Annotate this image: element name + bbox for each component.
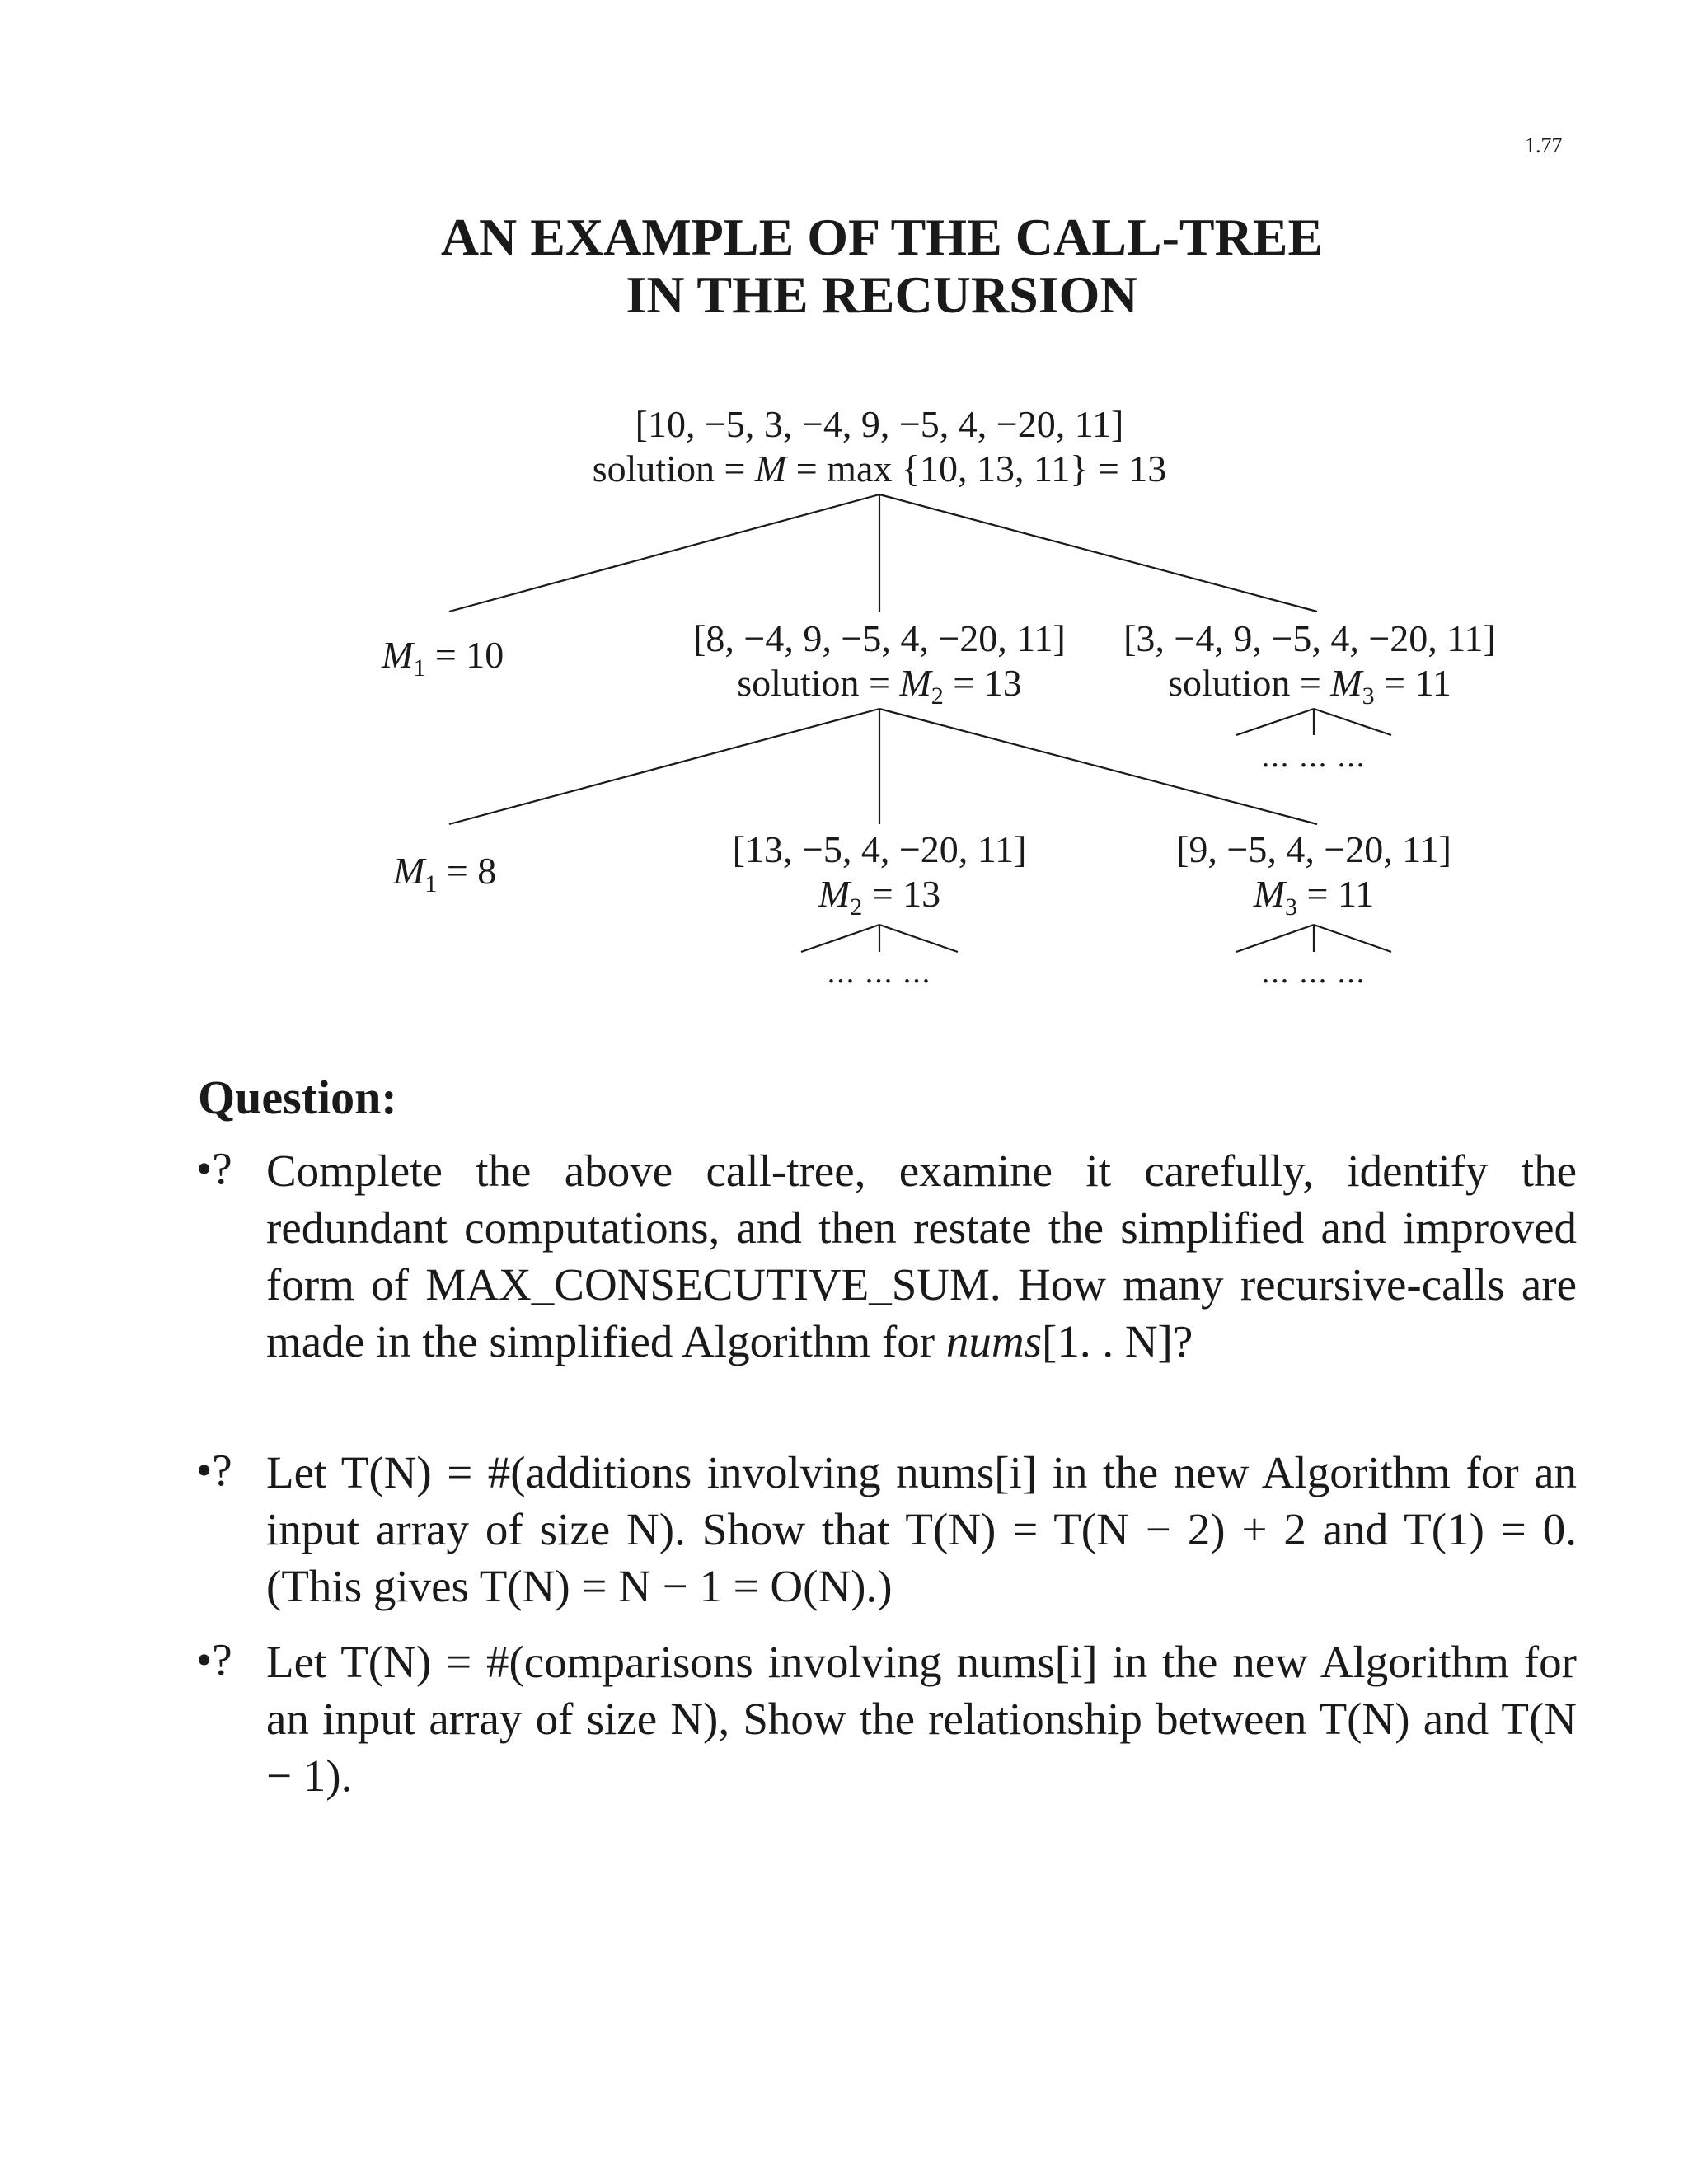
edge-l1right-c xyxy=(1314,709,1391,735)
page-number: 1.77 xyxy=(1525,134,1563,157)
question-bullet-3: •? xyxy=(196,1634,232,1685)
tree-root-node xyxy=(467,402,1292,491)
level2-right-solution: $M_3 = 11$ xyxy=(1253,873,1375,921)
edge-l2right-c xyxy=(1314,925,1391,952)
level2-right-node xyxy=(1108,827,1520,921)
level1-middle-node xyxy=(673,616,1085,710)
level1-right-node xyxy=(1104,616,1516,710)
root-solution: solution = M = max {10, 13, 11} = 13 xyxy=(592,448,1167,490)
question-item-3: Let T(N) = #(comparisons involving nums[i] in the new Algorithm for an input array of size N), Show the relationship between T(N) and T(N − 1). xyxy=(266,1637,1577,1801)
root-array: [10, −5, 3, −4, 9, −5, 4, −20, 11] xyxy=(635,403,1124,445)
level2-middle-node xyxy=(673,827,1085,921)
level1-right-children-ellipsis: ... ... ... xyxy=(1261,739,1367,774)
level2-middle-array: [13, −5, 4, −20, 11] xyxy=(732,828,1027,870)
edge-root-right xyxy=(879,494,1317,612)
edge-root-left xyxy=(449,494,879,612)
edge-l2mid-c xyxy=(879,925,958,952)
edge-mid-left xyxy=(449,709,879,824)
question-heading: Question: xyxy=(198,1071,397,1124)
level2-middle-solution: $M_2 = 13$ xyxy=(818,873,941,921)
level2-middle-children-ellipsis: ... ... ... xyxy=(827,955,932,990)
question-bullet-1: •? xyxy=(196,1143,232,1193)
question-item-1: Complete the above call-tree, examine it carefully, identify the redundant computations, and then restate the simplified and improved form of MAX_CONSECUTIVE_SUM. How many recursive-calls are made in the simplified Algorithm for nums[1. . N]? xyxy=(266,1146,1577,1366)
edge-l2right-a xyxy=(1236,925,1314,952)
level1-right-solution: solution = $M_3 = 11$ xyxy=(1168,662,1451,710)
level2-right-array: [9, −5, 4, −20, 11] xyxy=(1176,828,1451,870)
page-title-line-1: AN EXAMPLE OF THE CALL-TREE xyxy=(440,208,1324,266)
level1-middle-array: [8, −4, 9, −5, 4, −20, 11] xyxy=(693,617,1066,659)
level2-right-children-ellipsis: ... ... ... xyxy=(1261,955,1367,990)
question-bullet-2: •? xyxy=(196,1445,232,1495)
level2-left-label: $M_1 = 8$ xyxy=(393,850,497,898)
level1-middle-solution: solution = $M_2 = 13$ xyxy=(737,662,1022,710)
level1-left-label: $M_1 = 10$ xyxy=(382,634,504,682)
page-title-line-2: IN THE RECURSION xyxy=(626,265,1138,324)
question-item-2: Let T(N) = #(additions involving nums[i] in the new Algorithm for an input array of size N). Show that T(N) = T(N − 2) + 2 and T(1) = 0. (This gives T(N) = N − 1 = O(N).) xyxy=(266,1447,1577,1611)
edge-l2mid-a xyxy=(801,925,879,952)
level1-right-array: [3, −4, 9, −5, 4, −20, 11] xyxy=(1123,617,1496,659)
edge-l1right-a xyxy=(1236,709,1314,735)
